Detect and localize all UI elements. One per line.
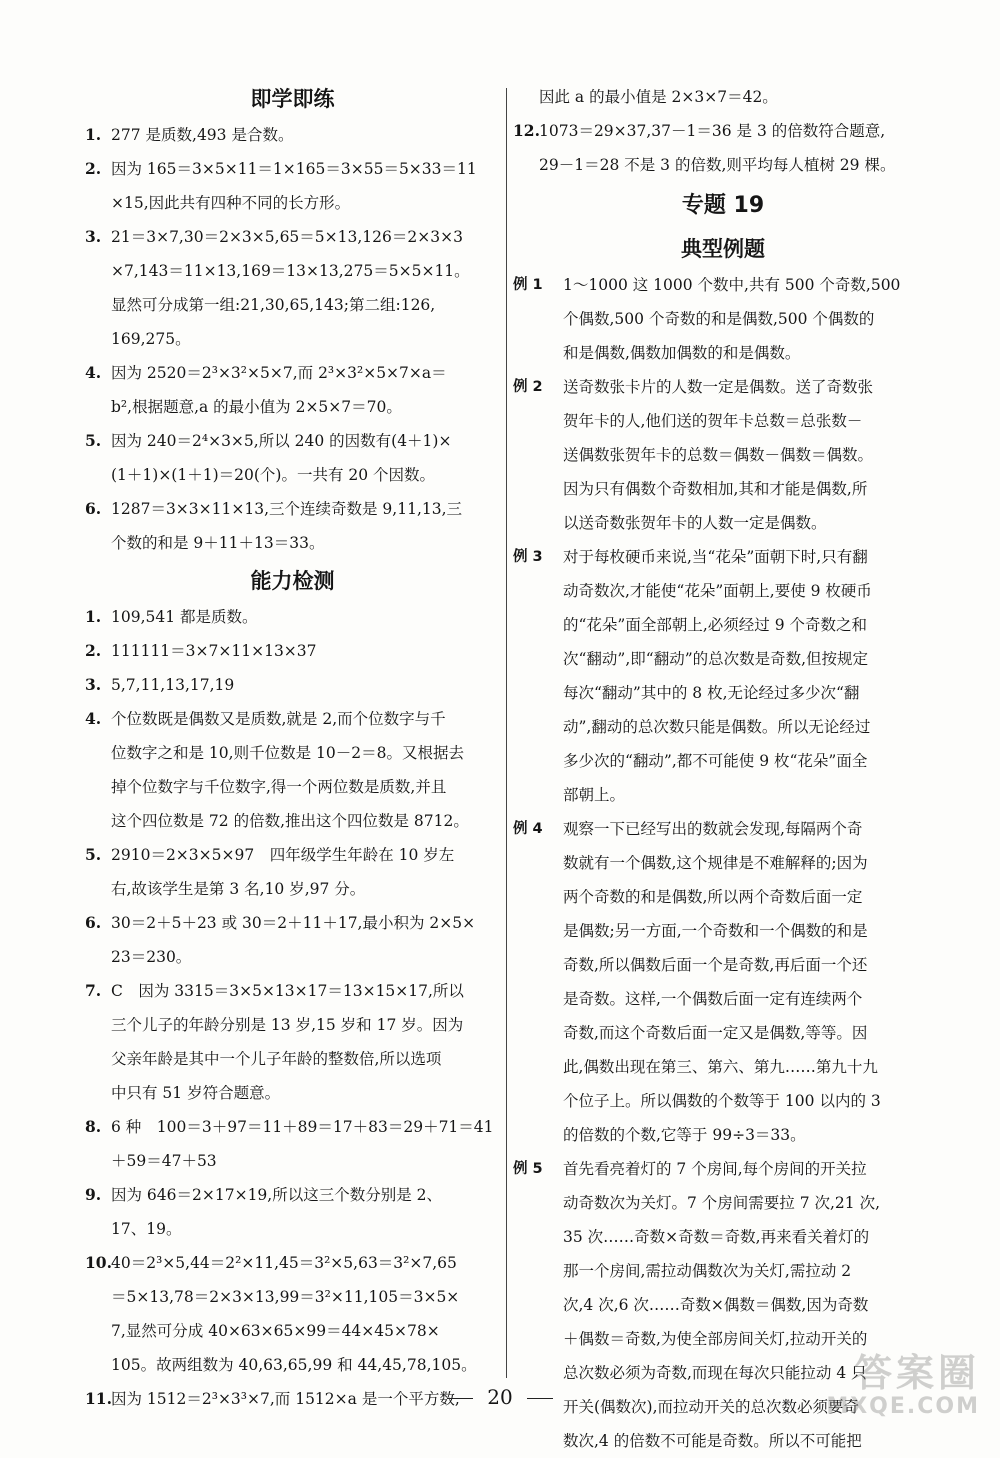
text-line: 送奇数张卡片的人数一定是偶数。送了奇数张 (563, 378, 874, 396)
text-line: 首先看亮着灯的 7 个房间,每个房间的开关拉 (563, 1160, 867, 1178)
text-line: 个偶数,500 个奇数的和是偶数,500 个偶数的 (563, 310, 875, 328)
answer-number: 4. (85, 709, 102, 728)
answer-item (85, 974, 500, 1110)
left-column (85, 80, 500, 1416)
answer-number: 1. (85, 125, 102, 144)
text-line: 此,偶数出现在第三、第六、第九……第九十九 (563, 1058, 878, 1076)
example-item (513, 268, 933, 370)
text-line: 三个儿子的年龄分别是 13 岁,15 岁和 17 岁。因为 (111, 1016, 464, 1034)
text-line: 因为 2520＝2³×3²×5×7,而 2³×3²×5×7×a＝ (111, 364, 447, 382)
example-number: 例 3 (513, 549, 543, 565)
text-line: 个位子上。所以偶数的个数等于 100 以内的 3 (563, 1092, 881, 1110)
text-line: 两个奇数的和是偶数,所以两个奇数后面一定 (563, 888, 863, 906)
text-line: 开关(偶数次),而拉动开关的总次数必须要奇 (563, 1398, 860, 1416)
answer-number: 4. (85, 363, 102, 382)
example-item (513, 540, 933, 812)
text-line: 数就有一个偶数,这个规律是不难解释的;因为 (563, 854, 868, 872)
example-item (513, 370, 933, 540)
answer-number: 2. (85, 159, 102, 178)
answer-number: 7. (85, 981, 102, 1000)
text-line: 7,显然可分成 40×63×65×99＝44×45×78× (111, 1322, 440, 1340)
text-line: 观察一下已经写出的数就会发现,每隔两个奇 (563, 820, 863, 838)
text-line: 个位数既是偶数又是质数,就是 2,而个位数字与千 (111, 710, 446, 728)
text-line: 显然可分成第一组:21,30,65,143;第二组:126, (111, 296, 436, 314)
answer-number: 9. (85, 1185, 102, 1204)
text-line: 次,4 次,6 次……奇数×偶数＝偶数,因为奇数 (563, 1296, 869, 1314)
text-line: 以送奇数张贺年卡的人数一定是偶数。 (563, 514, 827, 532)
answer-number: 11. (85, 1389, 112, 1408)
watermark-logo (826, 1353, 980, 1419)
text-line: 21＝3×7,30＝2×3×5,65＝5×13,126＝2×3×3 (111, 228, 463, 246)
text-line: 位数字之和是 10,则千位数是 10－2＝8。又根据去 (111, 744, 464, 762)
text-line: 105。故两组数为 40,63,65,99 和 44,45,78,105。 (111, 1356, 477, 1374)
text-line: 中只有 51 岁符合题意。 (111, 1084, 281, 1102)
text-line: 送偶数张贺年卡的总数＝偶数－偶数＝偶数。 (563, 446, 874, 464)
text-line: C 因为 3315＝3×5×13×17＝13×15×17,所以 (111, 982, 464, 1000)
example-number: 例 1 (513, 277, 543, 293)
example-number: 例 4 (513, 821, 543, 837)
text-line: 因为只有偶数个奇数相加,其和才能是偶数,所 (563, 480, 868, 498)
text-line: 169,275。 (111, 330, 191, 348)
example-number: 例 2 (513, 379, 543, 395)
answer-item (85, 634, 500, 668)
text-line: 因为 1512＝2³×3³×7,而 1512×a 是一个平方数, (111, 1390, 460, 1408)
text-line: 奇数,而这个奇数后面一定又是偶数,等等。因 (563, 1024, 868, 1042)
text-line: 29－1＝28 不是 3 的倍数,则平均每人植树 29 棵。 (539, 156, 896, 174)
text-line: 右,故该学生是第 3 名,10 岁,97 分。 (111, 880, 366, 898)
answer-number: 10. (85, 1253, 112, 1272)
text-line: 1073＝29×37,37－1＝36 是 3 的倍数符合题意, (539, 122, 886, 140)
answer-item (85, 838, 500, 906)
text-line: 那一个房间,需拉动偶数次为关灯,需拉动 2 (563, 1262, 852, 1280)
text-line: 23＝230。 (111, 948, 192, 966)
text-line: ＋59＝47＋53 (111, 1152, 217, 1170)
text-line: ×15,因此共有四种不同的长方形。 (111, 194, 351, 212)
answer-number: 6. (85, 499, 102, 518)
text-line: 17、19。 (111, 1220, 182, 1238)
text-line: 总次数必须为奇数,而现在每次只能拉动 4 只 (563, 1364, 867, 1382)
watermark-line-2: MXQE.COM (826, 1393, 980, 1419)
text-line: 2910＝2×3×5×97 四年级学生年龄在 10 岁左 (111, 846, 455, 864)
text-line: 111111＝3×7×11×13×37 (111, 642, 317, 660)
page-number-dash-left (447, 1398, 473, 1399)
text-line: 的“花朵”面全部朝上,必须经过 9 个奇数之和 (563, 616, 867, 634)
text-line: 贺年卡的人,他们送的贺年卡总数＝总张数－ (563, 412, 863, 430)
text-line: 35 次……奇数×奇数＝奇数,再来看关着灯的 (563, 1228, 870, 1246)
text-line: 掉个位数字与千位数字,得一个两位数是质数,并且 (111, 778, 447, 796)
text-line: 多少次的“翻动”,都不可能使 9 枚“花朵”面全 (563, 752, 868, 770)
answer-item (85, 424, 500, 492)
text-line: 这个四位数是 72 的倍数,推出这个四位数是 8712。 (111, 812, 469, 830)
answer-number: 12. (513, 121, 540, 140)
practice-answers (85, 118, 500, 560)
text-line: 每次“翻动”其中的 8 枚,无论经过多少次“翻 (563, 684, 860, 702)
text-line: 1287＝3×3×11×13,三个连续奇数是 9,11,13,三 (111, 500, 463, 518)
answer-number: 1. (85, 607, 102, 626)
continued-answer-line: 因此 a 的最小值是 2×3×7＝42。 (539, 88, 778, 106)
page-number-text: 20 (487, 1385, 513, 1409)
answer-item (85, 152, 500, 220)
answer-number: 8. (85, 1117, 102, 1136)
answer-number: 2. (85, 641, 102, 660)
answer-number: 5. (85, 845, 102, 864)
right-column (513, 80, 933, 1458)
answer-number: 6. (85, 913, 102, 932)
answer-number: 5. (85, 431, 102, 450)
text-line: 109,541 都是质数。 (111, 608, 258, 626)
text-line: 动奇数次为关灯。7 个房间需要拉 7 次,21 次, (563, 1194, 881, 1212)
text-line: 因为 240＝2⁴×3×5,所以 240 的因数有(4＋1)× (111, 432, 452, 450)
answer-item (85, 1246, 500, 1382)
text-line: 是偶数;另一方面,一个奇数和一个偶数的和是 (563, 922, 868, 940)
text-line: 父亲年龄是其中一个儿子年龄的整数倍,所以选项 (111, 1050, 442, 1068)
topic-title: 专题 19 (681, 193, 765, 218)
answer-item (85, 1178, 500, 1246)
answer-item (85, 492, 500, 560)
answer-item (85, 118, 500, 152)
text-line: 30＝2＋5＋23 或 30＝2＋11＋17,最小积为 2×5× (111, 914, 476, 932)
column-divider (506, 88, 507, 1378)
text-line: 因为 646＝2×17×19,所以这三个数分别是 2、 (111, 1186, 443, 1204)
answer-number: 3. (85, 227, 102, 246)
section-title-ability-test: 能力检测 (250, 569, 335, 593)
answer-item (85, 702, 500, 838)
watermark-line-1: 答案圈 (853, 1351, 980, 1396)
answer-item (85, 220, 500, 356)
text-line: (1＋1)×(1＋1)＝20(个)。一共有 20 个因数。 (111, 466, 436, 484)
text-line: 是奇数。这样,一个偶数后面一定有连续两个 (563, 990, 863, 1008)
text-line: 277 是质数,493 是合数。 (111, 126, 294, 144)
ability-test-answers (85, 600, 500, 1416)
example-answers (513, 268, 933, 1458)
answer-item (85, 906, 500, 974)
section-title-examples: 典型例题 (681, 237, 765, 261)
text-line: ＋偶数＝奇数,为使全部房间关灯,拉动开关的 (563, 1330, 868, 1348)
text-line: 对于每枚硬币来说,当“花朵”面朝下时,只有翻 (563, 548, 868, 566)
text-line: 40＝2³×5,44＝2²×11,45＝3²×5,63＝3²×7,65 (111, 1254, 457, 1272)
text-line: 个数的和是 9＋11＋13＝33。 (111, 534, 325, 552)
text-line: b²,根据题意,a 的最小值为 2×5×7＝70。 (111, 398, 402, 416)
text-line: ×7,143＝11×13,169＝13×13,275＝5×5×11。 (111, 262, 470, 280)
example-item (513, 812, 933, 1152)
answer-item (85, 1110, 500, 1178)
section-title-practice: 即学即练 (250, 87, 335, 111)
text-line: 动奇数次,才能使“花朵”面朝上,要使 9 枚硬币 (563, 582, 872, 600)
answer-item (513, 114, 933, 182)
answer-item (85, 600, 500, 634)
text-line: 部朝上。 (563, 786, 626, 804)
answer-item (85, 356, 500, 424)
text-line: 数次,4 的倍数不可能是奇数。所以不可能把 (563, 1432, 862, 1450)
text-line: 的倍数的个数,它等于 99÷3＝33。 (563, 1126, 806, 1144)
example-number: 例 5 (513, 1161, 543, 1177)
text-line: ＝5×13,78＝2×3×13,99＝3²×11,105＝3×5× (111, 1288, 460, 1306)
text-line: 5,7,11,13,17,19 (111, 676, 235, 694)
text-line: 和是偶数,偶数加偶数的和是偶数。 (563, 344, 801, 362)
text-line: 因为 165＝3×5×11＝1×165＝3×55＝5×33＝11 (111, 160, 477, 178)
answer-12 (513, 114, 933, 182)
text-line: 动”,翻动的总次数只能是偶数。所以无论经过 (563, 718, 871, 736)
text-line: 次“翻动”,即“翻动”的总次数是奇数,但按规定 (563, 650, 869, 668)
answer-item (85, 668, 500, 702)
answer-number: 3. (85, 675, 102, 694)
text-line: 1～1000 这 1000 个数中,共有 500 个奇数,500 (563, 276, 901, 294)
text-line: 奇数,所以偶数后面一个是奇数,再后面一个还 (563, 956, 868, 974)
text-line: 6 种 100＝3＋97＝11＋89＝17＋83＝29＋71＝41 (111, 1118, 494, 1136)
page-number-dash-right (527, 1398, 553, 1399)
